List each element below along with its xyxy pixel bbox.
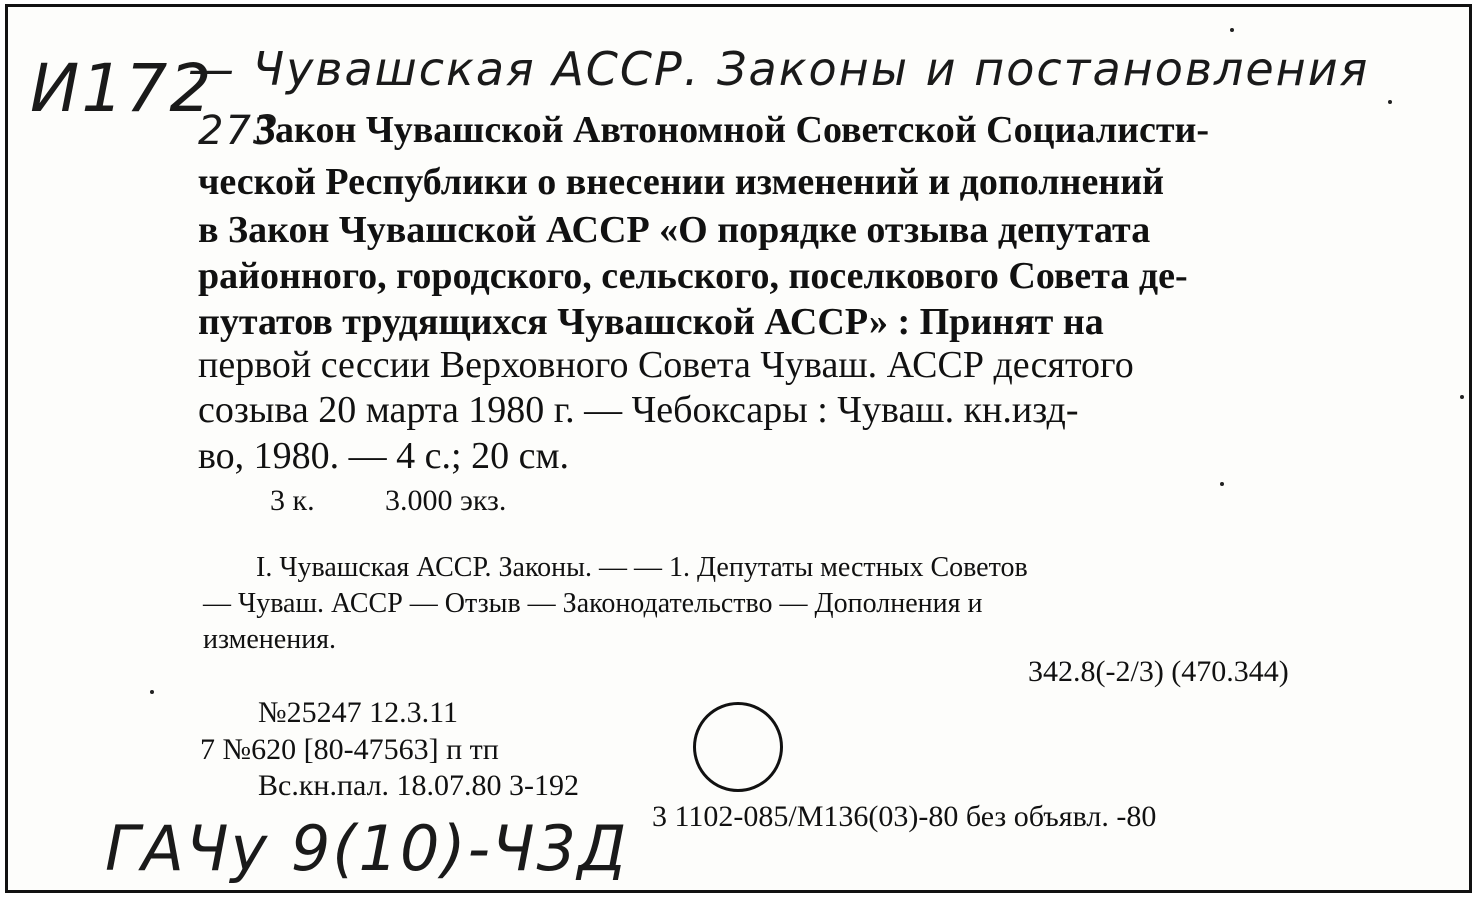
record-line-1: №25247 12.3.11 xyxy=(258,696,459,729)
scan-speck xyxy=(150,690,154,694)
copies: 3.000 экз. xyxy=(385,484,507,517)
price: 3 к. xyxy=(270,484,315,517)
main-line-7: созыва 20 марта 1980 г. — Чебоксары : Чуваш. кн.изд- xyxy=(198,389,1079,431)
scan-speck xyxy=(1460,395,1464,399)
record-line-3: Вс.кн.пал. 18.07.80 3-192 xyxy=(258,769,580,802)
handwritten-prefix: И172 xyxy=(30,50,214,127)
main-line-8: во, 1980. — 4 с.; 20 см. xyxy=(198,435,570,477)
main-line-1: Закон Чувашской Автономной Советской Социалисти- xyxy=(255,109,1210,151)
round-stamp xyxy=(693,702,783,792)
main-line-4: районного, городского, сельского, поселкового Совета де- xyxy=(198,255,1188,297)
scan-speck xyxy=(1230,28,1234,32)
main-line-2: ческой Республики о внесении изменений и дополнений xyxy=(198,161,1164,203)
classification: 342.8(-2/3) (470.344) xyxy=(1028,655,1289,688)
scan-speck xyxy=(1220,482,1224,486)
handwritten-shelfmark: ГАЧу 9(10)-Ч3Д xyxy=(105,812,629,885)
handwritten-suffix: 273 xyxy=(198,108,281,154)
subject-line-3: изменения. xyxy=(203,624,337,655)
main-line-5: путатов трудящихся Чувашской АССР» : Принят на xyxy=(198,301,1104,343)
subject-line-2: — Чуваш. АССР — Отзыв — Законодательство — Дополнения и xyxy=(203,588,983,619)
main-line-6: первой сессии Верховного Совета Чуваш. АССР десятого xyxy=(198,344,1134,386)
main-line-3: в Закон Чувашской АССР «О порядке отзыва депутата xyxy=(198,209,1151,251)
scan-speck xyxy=(1388,100,1392,104)
subject-line-1: I. Чувашская АССР. Законы. — — 1. Депутаты местных Советов xyxy=(256,552,1028,583)
record-line-2: 7 №620 [80-47563] п тп xyxy=(200,733,499,766)
index-code: 3 1102-085/М136(03)-80 без объявл. -80 xyxy=(652,800,1157,833)
handwritten-title: — Чувашская АССР. Законы и постановления xyxy=(188,42,1370,96)
